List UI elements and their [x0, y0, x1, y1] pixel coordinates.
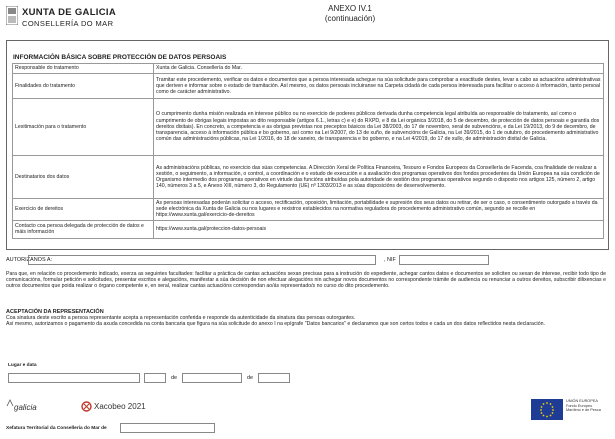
authorization-text: Para que, en relación co procedemento indicado, exerza as seguintes facultades: facilitar a práctica de cantas actuacións sexan precisas para a instrución do expediente, achegar cantos datos e documentos se soliciten ou sexan de interese, recibir todo tipo de comunicacións, formular petición e solicitudes, presentar escritos e alegacións, manifestar a súa decisión de non efectuar alegacións nin achegar novos documentos no correspondente trámite de audiencia ou renunciar a outros dereitos, subscribir dilixencias e outros documentos que poida realizar o órgano competente e, en xeral, realizar cantas actuacións correspondan ao/ás representado/s no curso do dito procedemento. [6, 271, 606, 290]
table-row [13, 74, 604, 99]
table-row [13, 64, 604, 74]
month-field[interactable] [182, 373, 242, 383]
row-key: Responsable do tratamento [13, 64, 154, 74]
authorize-label: AUTORIZANOS A: [6, 257, 53, 263]
row-value: As administracións públicas, no exercicio das súas competencias. A Dirección Xeral de Política Financeira, Tesouro e Fondos Europeos da Consellería de Facenda, coa finalidade de realizar a xestión, o seguimento, a información, o control, a coordinación e o estudo de execución e a avaliación dos programas operativos dos fondos procedentes da Unión Europea na súa condición de Organismo intermedio dos programas operativos en virtude das funcións atribuídas pola autoridade de xestión dos programas operativos segundo o disposto nos artigos 125, número 2, artigo 140, números 3 a 5, e Anexo XIII, número 3, do Regulamento (UE) nº 1303/2013 e as súas disposicións de desenvolvemento. [154, 156, 604, 199]
row-key: Lexitimación para o tratamento [13, 99, 154, 156]
annex-continuation: (continuación) [324, 13, 376, 23]
place-date-label: Lugar e data [8, 363, 37, 368]
authorized-name-field[interactable] [28, 255, 376, 265]
eu-line-2: Fondo Europeo [566, 403, 593, 408]
year-field[interactable] [258, 373, 290, 383]
territorial-office-field[interactable] [120, 423, 215, 433]
nif-label: , NIF [384, 257, 396, 263]
authorization-row [6, 255, 609, 267]
logos-bar [6, 397, 609, 419]
row-value: As persoas interesadas poderán solicitar o acceso, rectificación, oposición, limitación, portabilidade e supresión dos seus datos ou retirar, de ser o caso, o consentimento outorgado a través da sede electrónica da Xunta de Galicia ou nos lugares e rexistros establecidos na normativa reguladora do procedemento administrativo común, segundo se recolle en https://www.xunta.gal/exercicio-de-dereitos [154, 199, 604, 221]
table-row [13, 220, 604, 238]
table-row [13, 199, 604, 221]
department-name: CONSELLERÍA DO MAR [22, 19, 114, 28]
eu-flag-icon [531, 399, 563, 420]
data-protection-section [6, 40, 609, 250]
row-key: Exercicio de dereitos [13, 199, 154, 221]
day-field[interactable] [144, 373, 166, 383]
galicia-logo: galicia [14, 403, 37, 412]
representation-title: ACEPTACIÓN DA REPRESENTACIÓN [6, 309, 104, 315]
de-label: de [247, 375, 254, 381]
data-protection-table [12, 63, 604, 239]
row-key: Destinatarios dos datos [13, 156, 154, 199]
annex-number: ANEXO IV.1 [328, 4, 372, 13]
eu-fund-text [566, 399, 601, 413]
page-header [6, 4, 609, 36]
row-key: Contacto coa persoa delegada de protección de datos e máis información [13, 220, 154, 238]
representation-line-2: Así mesmo, autorizamos o pagamento da axuda concedida na conta bancaria que figura na súa solicitude do anexo I na epígrafe "Datos bancarios" e declaramos que son certos todos e cada un dos datos reflectidos nesta declaración. [6, 321, 545, 328]
eu-line-3: Marítimo e de Pesca [566, 408, 601, 413]
footer-label: Xefatura Territorial da Consellería do Mar de [6, 426, 107, 431]
row-value: Xunta de Galicia. Consellería do Mar. [154, 64, 604, 74]
row-value: https://www.xunta.gal/proteccion-datos-persoais [154, 220, 604, 238]
brand-name: XUNTA DE GALICIA [22, 7, 116, 18]
row-value: Tramitar este procedemento, verificar os datos e documentos que a persoa interesada achegue na súa solicitude para comprobar a exactitude destes, levar a cabo as actuacións administrativas que deriven e informar sobre o estado de tramitación. Así mesmo, os datos persoais incluiranse na Carpeta cidadá de cada persoa interesada para facilitar o acceso á información, tanto persoal como de carácter administrativo. [154, 74, 604, 99]
galicia-logo-icon [6, 399, 14, 407]
place-field[interactable] [8, 373, 140, 383]
representation-text [6, 315, 606, 327]
xacobeo-logo-icon [81, 401, 92, 412]
representation-line-1: Coa sinatura deste escrito a persoa representante acepta a representación conferida e responde da autenticidade da sinatura das persoas outorgantes. [6, 315, 356, 321]
de-label: de [171, 375, 178, 381]
annex-title [315, 4, 385, 23]
nif-field[interactable] [399, 255, 489, 265]
table-row [13, 99, 604, 156]
table-row [13, 156, 604, 199]
xacobeo-logo: Xacobeo 2021 [94, 402, 146, 411]
row-value: O cumprimento dunha misión realizada en interese público ou no exercicio de poderes públicos derivada dunha competencia legal atribuída ao responsable do tratamento, así como o cumprimento de obrigas legais impostas ao dito responsable (artigos 6.1., letras c) e e) do RXPD, e 8 da Lei orgánica 3/2018, do 5 de decembro, de protección de datos persoais e garantía dos dereitos dixitais). En concreto, a competencia e as obrigas previstas nos preceptos básicos da Lei 38/2003, do 17 de novembro, xeral de subvencións, e da Lei 19/2013, do 9 de decembro, de transparencia, acceso á información pública e bo goberno, así como na Lei 9/2007, do 13 de xuño, de subvencións de Galicia, na Lei 39/2015, do 1 de outubro, do procedemento administrativo común das administracións públicas, na Lei 1/2016, do 18 de xaneiro, de transparencia e bo goberno, e na Lei 4/2019, do 17 de xullo, de administración dixital de Galicia. [154, 99, 604, 156]
row-key: Finalidades do tratamento [13, 74, 154, 99]
xunta-shield-icon [6, 6, 18, 25]
data-protection-title: INFORMACIÓN BÁSICA SOBRE PROTECCIÓN DE DATOS PERSOAIS [13, 54, 227, 61]
eu-line-1: UNIÓN EUROPEA [566, 399, 598, 403]
